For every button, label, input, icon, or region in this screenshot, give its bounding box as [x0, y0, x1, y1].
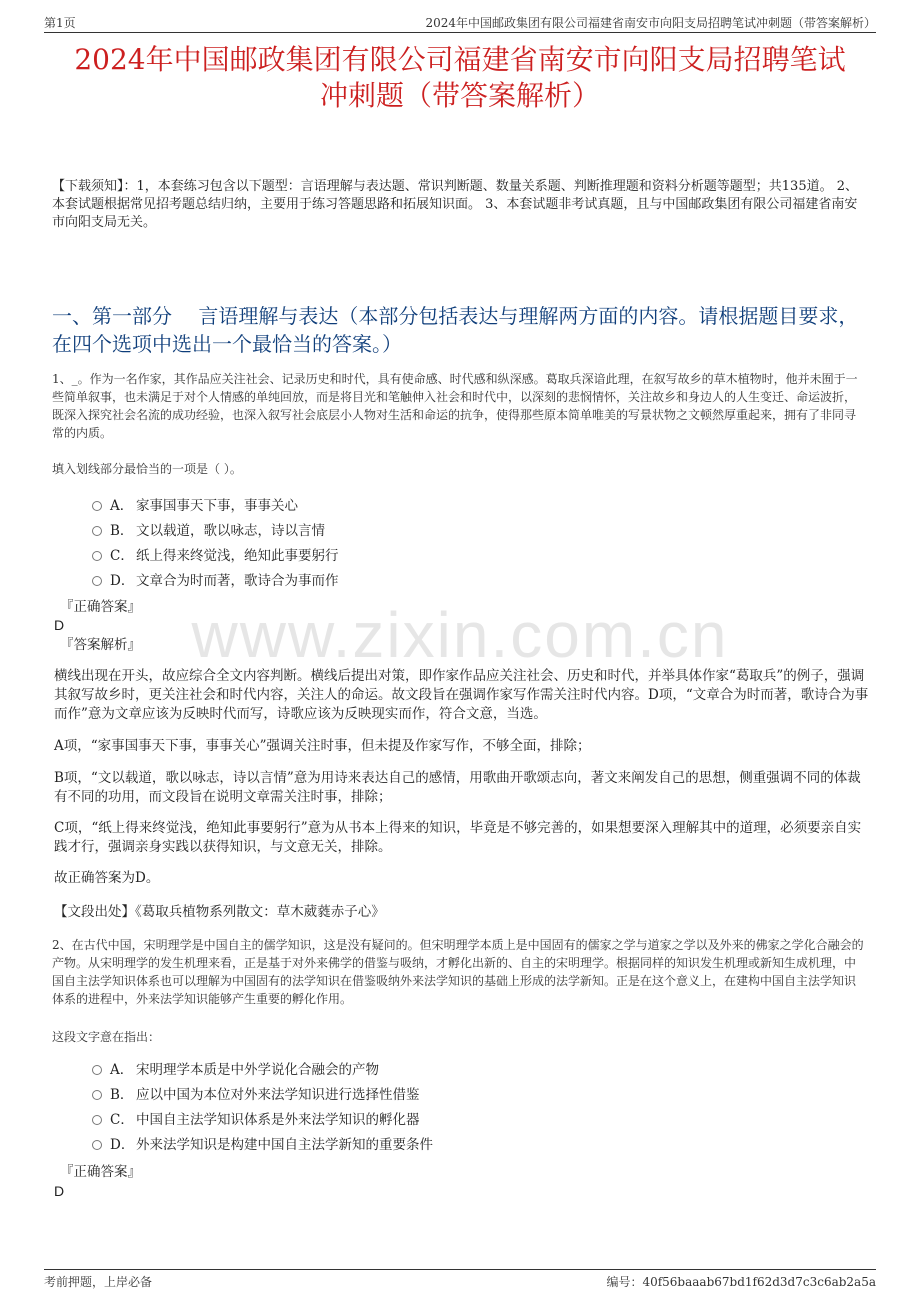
question-2-text: 2、在古代中国，宋明理学是中国自主的儒学知识，这是没有疑问的。但宋明理学本质上是中国固有的儒家之学与道家之学以及外来的佛家之学化合融会的产物。从宋明理学的发生机理来看，正是基于对外来佛学的借鉴与吸纳，才孵化出新的、自主的宋明理学。根据同样的知识发生机理或新知生成机理，中国自主法学知识体系也可以理解为中国固有的法学知识在借鉴吸纳外来法学知识的基础上形成的法学新知。正是在这个意义上，在建构中国自主法学知识体系的进程中，外来法学知识能够产生重要的孵化作用。 — [52, 938, 864, 1006]
footer-document-id: 编号：40f56baaab67bd1f62d3d7c3c6ab2a5a — [606, 1275, 876, 1289]
radio-icon[interactable] — [92, 1140, 102, 1150]
radio-icon[interactable] — [92, 526, 102, 536]
radio-icon[interactable] — [92, 1115, 102, 1125]
question-2-option-b[interactable]: B． 应以中国为本位对外来法学知识进行选择性借鉴 — [92, 1083, 652, 1108]
radio-icon[interactable] — [92, 551, 102, 561]
question-2-option-a[interactable]: A． 宋明理学本质是中外学说化合融会的产物 — [92, 1058, 652, 1083]
question-1-analysis-c: C项，“纸上得来终觉浅，绝知此事要躬行”意为从书本上得来的知识，毕竟是不够完善的，如果想要深入理解其中的道理，必须要亲自实践才行，强调亲身实践以获得知识，与文意无关，排除。 — [54, 820, 862, 855]
question-2-option-d[interactable]: D． 外来法学知识是构建中国自主法学新知的重要条件 — [92, 1133, 652, 1158]
radio-icon[interactable] — [92, 1065, 102, 1075]
radio-icon[interactable] — [92, 1090, 102, 1100]
question-1-option-a[interactable]: A． 家事国事天下事，事事关心 — [92, 494, 652, 519]
question-1-prompt: 填入划线部分最恰当的一项是（ ）。 — [52, 462, 242, 476]
question-1-option-c[interactable]: C． 纸上得来终觉浅，绝知此事要躬行 — [92, 544, 652, 569]
question-2-answer: D — [54, 1183, 65, 1199]
question-2-answer-label: 『正确答案』 — [60, 1164, 141, 1180]
question-1-analysis-a: A项，“家事国事天下事，事事关心”强调关注时事，但未提及作家写作，不够全面，排除； — [54, 738, 591, 754]
question-1-analysis-main: 横线出现在开头，故应综合全文内容判断。横线后提出对策，即作家作品应关注社会、历史和时代，并举具体作家“葛取兵”的例子，强调其叙写故乡时，更关注社会和时代内容，关注人的命运。故文段旨在强调作家写作需关注时代内容。D项，“文章合为时而著，歌诗合为事而作”意为文章应该为反映时代而写，诗歌应该为反映现实而作，符合文意，当选。 — [54, 668, 869, 722]
page-footer — [44, 1269, 876, 1290]
radio-icon[interactable] — [92, 501, 102, 511]
question-1-source: 【文段出处】《葛取兵植物系列散文：草木葳蕤赤子心》 — [54, 904, 385, 920]
question-2-option-c[interactable]: C． 中国自主法学知识体系是外来法学知识的孵化器 — [92, 1108, 652, 1133]
question-1-option-b[interactable]: B． 文以载道，歌以咏志，诗以言情 — [92, 519, 652, 544]
section-heading: 一、第一部分 言语理解与表达（本部分包括表达与理解两方面的内容。请根据题目要求，在四个选项中选出一个最恰当的答案。） — [52, 304, 859, 356]
question-1-analysis-label: 『答案解析』 — [60, 637, 141, 653]
document-title — [40, 42, 880, 114]
question-2-options — [92, 1058, 652, 1158]
question-1-options — [92, 494, 652, 594]
page-header — [44, 12, 876, 33]
question-1-answer: D — [54, 617, 65, 633]
download-notice: 【下载须知】：1，本套练习包含以下题型：言语理解与表达题、常识判断题、数量关系题、判断推理题和资料分析题等题型；共135道。 2、本套试题根据常见招考题总结归纳，主要用于练习答题思路和拓展知识面。 3、本套试题非考试真题，且与中国邮政集团有限公司福建省南安市向阳支局无关。 — [52, 179, 858, 230]
footer-slogan: 考前押题，上岸必备 — [44, 1275, 153, 1289]
header-doc-title: 2024年中国邮政集团有限公司福建省南安市向阳支局招聘笔试冲刺题（带答案解析） — [425, 16, 876, 30]
question-2-prompt: 这段文字意在指出： — [52, 1030, 161, 1044]
radio-icon[interactable] — [92, 576, 102, 586]
document-title-line-2: 冲刺题（带答案解析） — [319, 79, 600, 112]
question-1-analysis-b: B项，“文以载道，歌以咏志，诗以言情”意为用诗来表达自己的感情，用歌曲开歌颂志向，著文来阐发自己的思想，侧重强调不同的体裁有不同的功用，而文段旨在说明文章需关注时事，排除； — [54, 770, 861, 805]
question-1-text: 1、_。作为一名作家，其作品应关注社会、记录历史和时代，具有使命感、时代感和纵深感。葛取兵深谙此理，在叙写故乡的草木植物时，他并未囿于一些简单叙事，也未满足于对个人情感的单纯回放，而是将目光和笔触伸入社会和时代中，以深刻的悲悯情怀，关注故乡和身边人的人生变迁、命运波折，既深入探究社会名流的成功经验，也深入叙写社会底层小人物对生活和命运的抗争，使得那些原本简单唯美的写景状物之文顿然厚重起来，拥有了非同寻常的内质。 — [52, 372, 858, 440]
document-title-line-1: 2024年中国邮政集团有限公司福建省南安市向阳支局招聘笔试 — [74, 43, 846, 76]
question-1-analysis-conclusion: 故正确答案为D。 — [54, 870, 160, 886]
page-number: 第1页 — [44, 16, 76, 30]
question-1-option-d[interactable]: D． 文章合为时而著，歌诗合为事而作 — [92, 569, 652, 594]
watermark: www.zixin.com.cn — [191, 599, 729, 671]
question-1-answer-label: 『正确答案』 — [60, 599, 141, 615]
